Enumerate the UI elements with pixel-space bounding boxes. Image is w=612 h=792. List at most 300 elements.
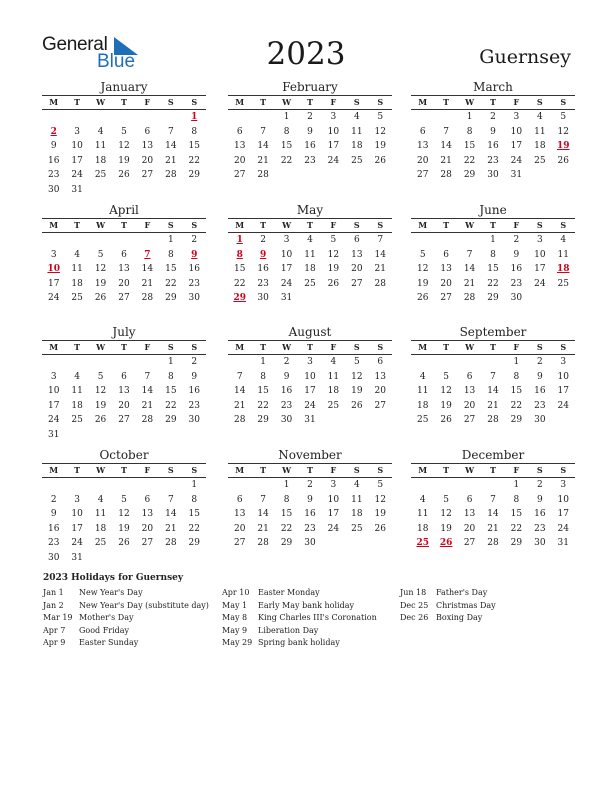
day-cell: 9	[50, 141, 57, 151]
day-cell: 29	[165, 415, 177, 425]
weekday-label: M	[49, 465, 59, 475]
day-cell: 30	[188, 293, 200, 303]
day-cell: 1	[466, 112, 473, 122]
day-cell: 4	[97, 494, 104, 505]
day-cell: 5	[443, 371, 449, 382]
empty-day-cell	[112, 233, 135, 248]
weekday-label: S	[560, 97, 567, 107]
day-cell: 11	[351, 126, 363, 137]
day-cell: 20	[440, 278, 452, 289]
day-cell: 3	[74, 494, 80, 505]
weekday-label: T	[121, 465, 127, 475]
day-cell: 23	[534, 523, 546, 534]
month-name: April	[109, 203, 139, 217]
holiday-item	[400, 587, 496, 600]
day-cell: 22	[463, 155, 476, 166]
empty-day-cell	[136, 478, 159, 493]
holiday-item	[43, 587, 209, 600]
day-cell: 6	[466, 371, 473, 382]
day-cell: 29	[188, 538, 200, 548]
day-cell: 17	[71, 155, 83, 166]
weekday-label: S	[353, 342, 360, 352]
day-cell: 18	[94, 155, 107, 166]
day-cell: 4	[74, 249, 80, 260]
day-cell: 29	[188, 170, 200, 180]
day-grid	[42, 233, 206, 306]
day-cell: 21	[463, 278, 476, 289]
day-cell: 28	[141, 415, 154, 425]
holidays-column	[222, 587, 377, 650]
day-cell: 4	[307, 235, 313, 245]
day-cell: 17	[304, 386, 316, 396]
logo-general-text: General	[42, 34, 108, 55]
empty-day-cell	[251, 110, 274, 125]
weekday-label: S	[536, 220, 543, 230]
day-grid	[411, 478, 575, 551]
weekday-label: T	[260, 465, 267, 475]
holiday-item	[222, 612, 377, 625]
day-cell: 25	[71, 293, 83, 303]
day-cell: 1	[513, 480, 520, 490]
weekday-label: S	[167, 97, 174, 107]
day-cell: 18	[534, 141, 546, 151]
day-cell: 3	[560, 357, 567, 367]
day-cell: 10	[47, 386, 60, 396]
day-cell: 18	[71, 278, 83, 289]
weekday-label: M	[49, 342, 59, 352]
day-cell: 29	[165, 293, 177, 303]
holiday-item	[222, 600, 377, 613]
day-cell: 24	[71, 170, 83, 180]
weekday-header	[411, 463, 575, 478]
holiday-item	[43, 625, 209, 638]
day-cell: 25	[351, 155, 363, 166]
day-cell: 1	[167, 357, 174, 367]
holiday-name: Christmas Day	[436, 600, 496, 610]
weekday-label: F	[144, 465, 151, 475]
day-cell: 6	[236, 494, 243, 505]
day-cell: 5	[353, 357, 360, 367]
empty-day-cell	[42, 110, 65, 125]
day-cell: 6	[419, 126, 426, 137]
day-cell: 18	[94, 523, 107, 534]
month-april	[42, 203, 206, 306]
weekday-label: F	[513, 465, 520, 475]
weekday-label: S	[560, 220, 567, 230]
empty-day-cell	[411, 478, 434, 493]
day-cell: 20	[463, 523, 476, 534]
empty-day-cell	[112, 478, 135, 493]
day-cell: 22	[165, 278, 177, 289]
day-cell: 21	[440, 155, 452, 166]
empty-day-cell	[136, 355, 159, 370]
day-cell: 3	[307, 357, 313, 367]
day-cell: 27	[118, 293, 130, 303]
day-cell: 4	[536, 112, 543, 122]
month-july	[42, 325, 206, 442]
weekday-label: S	[353, 220, 360, 230]
day-cell: 28	[487, 538, 499, 548]
day-cell: 8	[167, 249, 174, 260]
day-cell: 27	[416, 170, 429, 180]
holiday-name: New Year's Day	[79, 588, 143, 597]
day-cell: 9	[536, 371, 543, 382]
day-cell: 12	[327, 249, 340, 260]
weekday-label: S	[560, 465, 567, 475]
empty-day-cell	[228, 355, 251, 370]
day-cell: 28	[487, 415, 499, 425]
month-name: February	[282, 80, 338, 94]
weekday-label: S	[377, 342, 384, 352]
day-cell: 7	[167, 494, 174, 505]
holiday-date: Dec 26	[400, 613, 429, 622]
day-cell: 3	[330, 112, 337, 122]
holiday-day-cell: 1	[191, 112, 198, 122]
day-cell: 30	[47, 184, 60, 195]
day-cell: 28	[141, 293, 154, 303]
day-cell: 30	[304, 538, 316, 548]
weekday-label: S	[191, 342, 198, 352]
empty-day-cell	[89, 110, 112, 125]
day-cell: 5	[377, 480, 384, 490]
holiday-day-cell: 8	[236, 249, 243, 260]
day-cell: 12	[94, 264, 107, 274]
day-cell: 7	[490, 494, 496, 505]
month-march	[411, 80, 575, 183]
day-cell: 27	[141, 538, 154, 548]
day-grid	[411, 110, 575, 183]
day-cell: 13	[118, 386, 130, 396]
day-cell: 19	[374, 509, 386, 519]
holiday-item	[222, 637, 377, 650]
month-august	[228, 325, 392, 428]
day-cell: 29	[510, 415, 523, 425]
weekday-label: F	[330, 220, 337, 230]
holiday-name: Good Friday	[79, 625, 130, 635]
day-cell: 4	[74, 371, 80, 382]
month-name: September	[459, 325, 527, 339]
day-cell: 6	[144, 126, 151, 137]
day-cell: 27	[141, 170, 154, 180]
day-cell: 18	[304, 264, 316, 274]
country-name: Guernsey	[479, 46, 571, 68]
day-cell: 31	[304, 415, 316, 425]
day-cell: 27	[118, 415, 130, 425]
day-cell: 6	[377, 357, 384, 367]
day-cell: 2	[513, 235, 520, 245]
day-cell: 7	[443, 126, 449, 137]
weekday-label: F	[330, 465, 337, 475]
holiday-date: May 1	[222, 600, 248, 610]
empty-day-cell	[481, 355, 504, 370]
month-february	[228, 80, 392, 183]
day-cell: 19	[351, 386, 363, 396]
day-cell: 22	[233, 278, 246, 289]
day-cell: 24	[304, 400, 316, 411]
day-cell: 15	[510, 509, 523, 519]
day-cell: 16	[47, 523, 60, 534]
day-cell: 11	[94, 509, 107, 519]
day-cell: 6	[144, 494, 151, 505]
day-cell: 3	[560, 480, 567, 490]
weekday-label: M	[235, 465, 245, 475]
day-grid	[228, 355, 392, 428]
day-cell: 29	[280, 538, 293, 548]
day-cell: 9	[191, 371, 198, 382]
day-cell: 21	[233, 400, 246, 411]
holiday-date: Apr 10	[222, 588, 250, 597]
month-october	[42, 448, 206, 565]
holiday-item	[222, 625, 377, 638]
day-cell: 7	[466, 249, 473, 260]
day-cell: 14	[487, 509, 499, 519]
day-cell: 20	[118, 400, 130, 411]
holiday-item	[43, 612, 209, 625]
empty-day-cell	[411, 110, 434, 125]
day-cell: 18	[351, 141, 363, 151]
day-cell: 30	[280, 415, 293, 425]
day-cell: 24	[534, 278, 546, 289]
day-cell: 2	[283, 357, 290, 367]
day-cell: 11	[534, 126, 546, 137]
day-cell: 21	[257, 155, 269, 166]
day-cell: 14	[463, 264, 476, 274]
day-cell: 15	[487, 264, 499, 274]
day-cell: 27	[440, 293, 452, 303]
day-cell: 30	[534, 538, 546, 548]
empty-day-cell	[42, 233, 65, 248]
day-cell: 16	[280, 386, 293, 396]
holiday-day-cell: 25	[416, 538, 429, 548]
month-name: October	[99, 448, 149, 462]
day-cell: 14	[233, 386, 246, 396]
empty-day-cell	[434, 355, 457, 370]
weekday-label: T	[307, 465, 313, 475]
empty-day-cell	[65, 233, 88, 248]
day-cell: 7	[144, 371, 151, 382]
empty-day-cell	[65, 110, 88, 125]
holiday-day-cell: 7	[144, 249, 151, 260]
empty-day-cell	[136, 233, 159, 248]
weekday-label: T	[307, 97, 313, 107]
day-cell: 10	[327, 494, 340, 505]
day-cell: 22	[188, 523, 200, 534]
empty-day-cell	[458, 355, 481, 370]
day-cell: 4	[97, 126, 104, 137]
day-cell: 12	[374, 126, 386, 137]
day-cell: 28	[257, 538, 269, 548]
holiday-date: Dec 25	[400, 600, 429, 610]
day-cell: 24	[557, 400, 569, 411]
day-cell: 2	[536, 480, 543, 490]
holiday-day-cell: 9	[191, 249, 198, 260]
day-cell: 24	[327, 155, 340, 166]
weekday-label: W	[465, 342, 475, 352]
day-cell: 8	[191, 494, 198, 505]
day-cell: 31	[71, 184, 83, 195]
day-cell: 23	[304, 155, 316, 166]
empty-day-cell	[228, 478, 251, 493]
empty-day-cell	[251, 478, 274, 493]
empty-day-cell	[458, 478, 481, 493]
day-cell: 7	[377, 235, 384, 245]
day-cell: 20	[141, 155, 154, 166]
day-cell: 13	[416, 141, 429, 151]
day-cell: 20	[416, 155, 429, 166]
day-cell: 26	[416, 293, 429, 303]
day-cell: 4	[353, 112, 360, 122]
day-cell: 5	[97, 371, 104, 382]
weekday-label: S	[560, 342, 567, 352]
day-cell: 16	[304, 141, 316, 151]
weekday-label: T	[74, 465, 81, 475]
day-cell: 27	[374, 400, 386, 411]
day-cell: 24	[557, 523, 569, 534]
day-cell: 5	[560, 112, 567, 122]
day-cell: 12	[440, 386, 452, 396]
day-cell: 7	[490, 371, 496, 382]
day-cell: 6	[236, 126, 243, 137]
day-cell: 13	[141, 141, 154, 151]
holiday-date: May 9	[222, 625, 248, 635]
day-cell: 17	[280, 264, 293, 274]
month-may	[228, 203, 392, 306]
day-cell: 23	[188, 400, 200, 411]
day-cell: 24	[280, 278, 293, 289]
day-cell: 19	[327, 264, 340, 274]
day-cell: 7	[236, 371, 243, 382]
day-cell: 15	[188, 509, 200, 519]
day-cell: 9	[490, 126, 496, 137]
day-cell: 23	[304, 523, 316, 534]
day-cell: 25	[416, 415, 429, 425]
day-cell: 10	[510, 126, 523, 137]
day-cell: 14	[257, 509, 269, 519]
day-cell: 4	[419, 494, 426, 505]
weekday-label: W	[465, 97, 475, 107]
day-cell: 31	[71, 552, 83, 563]
day-cell: 13	[374, 371, 386, 382]
weekday-label: S	[191, 220, 198, 230]
day-cell: 30	[534, 415, 546, 425]
day-cell: 19	[118, 155, 130, 166]
day-cell: 16	[510, 264, 523, 274]
day-cell: 11	[71, 264, 83, 274]
empty-day-cell	[159, 478, 182, 493]
weekday-label: S	[377, 220, 384, 230]
day-cell: 10	[557, 371, 569, 382]
weekday-label: S	[167, 465, 174, 475]
day-cell: 17	[327, 509, 340, 519]
weekday-label: T	[490, 342, 496, 352]
day-cell: 3	[330, 480, 337, 490]
day-cell: 19	[94, 278, 107, 289]
holiday-name: Spring bank holiday	[258, 638, 340, 647]
weekday-label: S	[377, 97, 384, 107]
day-cell: 27	[233, 170, 246, 180]
month-name: January	[100, 80, 148, 94]
month-november	[228, 448, 392, 551]
page-title-year: 2023	[266, 36, 346, 72]
day-cell: 11	[94, 141, 107, 151]
day-cell: 11	[557, 249, 569, 260]
day-cell: 26	[557, 155, 569, 166]
day-cell: 21	[257, 523, 269, 534]
day-cell: 18	[351, 509, 363, 519]
weekday-label: S	[191, 465, 198, 475]
weekday-label: T	[74, 342, 81, 352]
holidays-column	[400, 587, 496, 625]
month-name: May	[296, 203, 324, 217]
day-cell: 20	[233, 155, 246, 166]
weekday-header	[228, 218, 392, 233]
day-cell: 5	[443, 494, 449, 505]
day-cell: 17	[510, 141, 523, 151]
month-december	[411, 448, 575, 551]
day-cell: 3	[50, 371, 57, 382]
day-cell: 22	[257, 400, 269, 411]
day-cell: 8	[283, 126, 290, 137]
month-name: November	[278, 448, 342, 462]
day-cell: 25	[94, 538, 107, 548]
day-cell: 28	[233, 415, 246, 425]
day-cell: 25	[327, 400, 340, 411]
day-cell: 5	[121, 126, 127, 137]
day-cell: 30	[510, 293, 523, 303]
day-cell: 20	[463, 400, 476, 411]
day-cell: 3	[50, 249, 57, 260]
day-cell: 6	[443, 249, 449, 260]
weekday-label: T	[260, 342, 267, 352]
day-cell: 4	[560, 235, 567, 245]
weekday-label: W	[282, 465, 292, 475]
day-cell: 21	[374, 264, 386, 274]
empty-day-cell	[65, 355, 88, 370]
weekday-label: W	[96, 465, 106, 475]
holiday-name: Early May bank holiday	[258, 600, 355, 610]
day-cell: 10	[557, 494, 569, 505]
day-cell: 14	[165, 509, 177, 519]
day-cell: 16	[188, 386, 200, 396]
day-cell: 21	[165, 523, 177, 534]
weekday-label: S	[353, 465, 360, 475]
weekday-label: M	[418, 465, 428, 475]
empty-day-cell	[434, 110, 457, 125]
day-cell: 22	[510, 523, 523, 534]
month-june	[411, 203, 575, 306]
day-cell: 19	[440, 400, 452, 411]
day-cell: 20	[351, 264, 363, 274]
day-grid	[42, 355, 206, 442]
empty-day-cell	[89, 233, 112, 248]
day-cell: 14	[487, 386, 499, 396]
holiday-day-cell: 19	[556, 141, 570, 151]
day-cell: 15	[233, 264, 246, 274]
day-grid	[228, 110, 392, 183]
weekday-label: T	[260, 97, 267, 107]
day-cell: 15	[463, 141, 476, 151]
weekday-label: M	[49, 97, 59, 107]
holidays-column	[43, 587, 209, 650]
day-cell: 16	[188, 264, 200, 274]
day-cell: 17	[71, 523, 83, 534]
holiday-item	[400, 612, 496, 625]
day-cell: 8	[513, 494, 520, 505]
empty-day-cell	[136, 110, 159, 125]
day-cell: 31	[510, 170, 523, 180]
day-cell: 3	[74, 126, 80, 137]
empty-day-cell	[411, 355, 434, 370]
